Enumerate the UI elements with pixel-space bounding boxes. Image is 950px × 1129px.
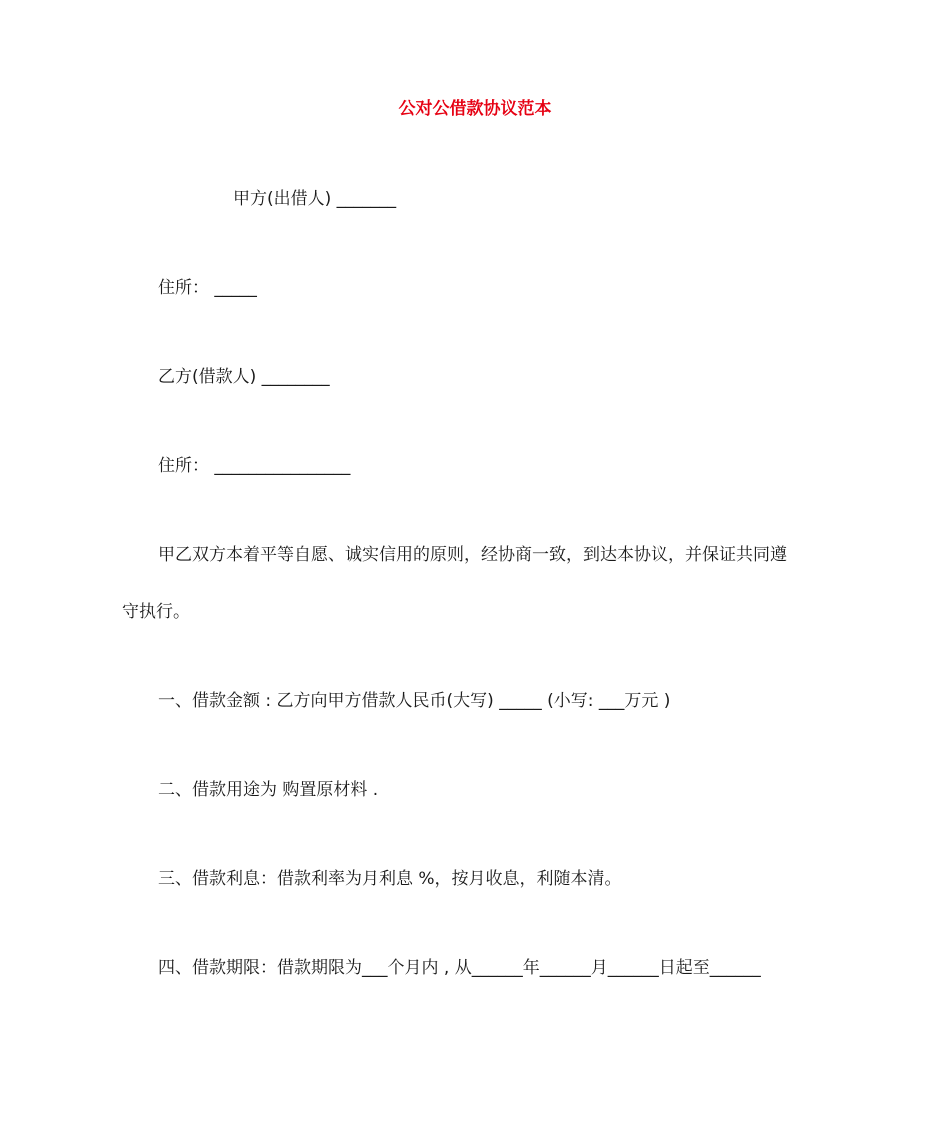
- party-b-address-line: 住所： ________________: [158, 456, 351, 476]
- preamble-line-2: 守执行。: [122, 602, 190, 622]
- party-a-line: 甲方(出借人) _______: [233, 189, 397, 209]
- clause-loan-interest: 三、借款利息：借款利率为月利息 %，按月收息，利随本清。: [158, 869, 622, 889]
- clause-loan-term: 四、借款期限：借款期限为___个月内 , 从______年______月______日起至______: [158, 958, 761, 978]
- clause-loan-amount: 一、借款金额 : 乙方向甲方借款人民币(大写) _____ (小写: ___万元 ): [158, 691, 671, 711]
- party-a-address-line: 住所： _____: [158, 278, 257, 298]
- document-title: 公对公借款协议范本: [398, 99, 552, 119]
- clause-loan-purpose: 二、借款用途为 购置原材料 .: [158, 780, 379, 800]
- preamble-line-1: 甲乙双方本着平等自愿、诚实信用的原则，经协商一致，到达本协议，并保证共同遵: [158, 545, 787, 565]
- party-b-line: 乙方(借款人) ________: [158, 367, 330, 387]
